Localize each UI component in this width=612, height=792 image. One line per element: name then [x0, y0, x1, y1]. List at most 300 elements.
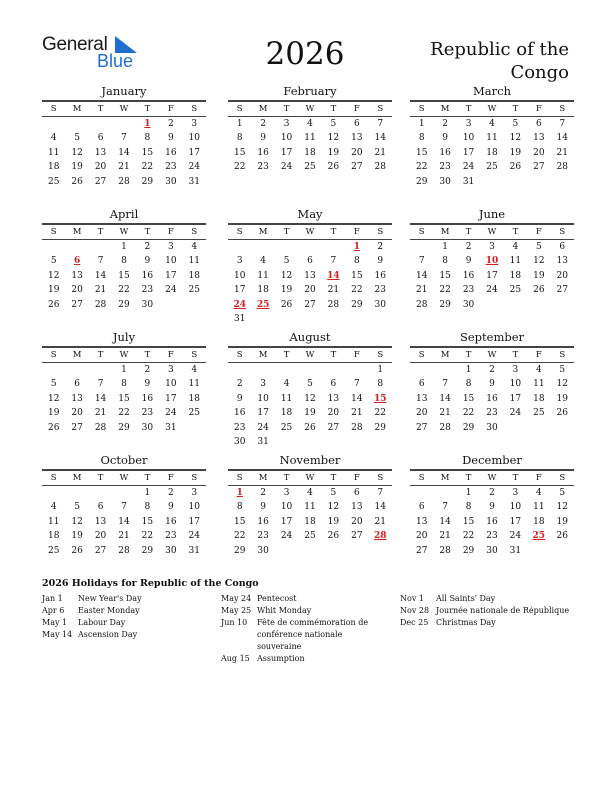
holidays-title: 2026 Holidays for Republic of the Congo: [42, 578, 259, 589]
day-cell: 16: [257, 147, 269, 158]
day-cell: 5: [535, 241, 542, 252]
day-cell: 30: [374, 299, 386, 310]
week-row: [42, 377, 206, 392]
day-cell: 24: [257, 422, 269, 433]
day-cell: 18: [47, 531, 60, 542]
day-cell: 24: [165, 285, 177, 296]
day-cell: 15: [351, 270, 363, 281]
day-cell: 1: [377, 364, 384, 375]
weekday-header-row: [228, 471, 392, 486]
day-cell: 2: [489, 364, 495, 375]
country-name: Republic of the Congo: [430, 39, 569, 83]
day-cell: 27: [327, 422, 340, 433]
week-row: [228, 406, 392, 421]
week-row: [228, 515, 392, 530]
weekday-header: M: [72, 349, 82, 360]
empty-day-cell: [112, 117, 135, 132]
day-cell: 1: [418, 118, 425, 129]
weekday-header: S: [191, 226, 198, 237]
day-cell: 20: [556, 270, 568, 281]
holiday-column: [42, 593, 212, 641]
weekday-header-row: [410, 348, 574, 363]
holiday-item: [221, 653, 371, 665]
week-row: [42, 254, 206, 269]
holiday-date: Nov 28: [400, 606, 430, 615]
day-cell: 28: [556, 162, 568, 173]
day-cell: 27: [94, 545, 107, 556]
week-row: [228, 298, 392, 313]
day-cell: 16: [257, 516, 269, 527]
week-row: [410, 146, 574, 161]
day-cell: 24: [165, 408, 177, 419]
day-cell: 5: [307, 379, 313, 390]
day-cell: 6: [74, 379, 80, 390]
day-cell: 3: [236, 256, 243, 267]
weekday-header-row: [42, 471, 206, 486]
weekday-header-row: [228, 102, 392, 117]
day-cell: 3: [465, 118, 472, 129]
weekday-header: S: [377, 103, 384, 114]
weekday-header: W: [119, 349, 129, 360]
weekday-header: S: [559, 226, 566, 237]
holiday-day-cell: 28: [373, 531, 387, 542]
empty-day-cell: [228, 363, 251, 378]
month-name: October: [100, 453, 148, 467]
day-cell: 4: [260, 256, 266, 267]
day-cell: 2: [465, 241, 472, 252]
empty-day-cell: [322, 312, 345, 327]
day-cell: 18: [533, 516, 545, 527]
holiday-item: [221, 593, 371, 605]
day-cell: 21: [415, 285, 428, 296]
day-cell: 18: [304, 516, 316, 527]
day-cell: 30: [165, 176, 177, 187]
week-row: [410, 117, 574, 132]
day-cell: 8: [144, 502, 151, 513]
empty-day-cell: [298, 544, 321, 559]
weekday-header: M: [258, 226, 268, 237]
week-row: [410, 269, 574, 284]
empty-day-cell: [298, 435, 321, 450]
day-cell: 13: [94, 147, 107, 158]
day-cell: 25: [47, 545, 60, 556]
day-cell: 11: [304, 133, 316, 144]
day-cell: 13: [351, 133, 363, 144]
day-cell: 11: [509, 256, 522, 267]
day-cell: 8: [144, 133, 151, 144]
day-cell: 29: [462, 545, 475, 556]
week-row: [42, 363, 206, 378]
day-cell: 26: [304, 422, 316, 433]
empty-day-cell: [89, 363, 112, 378]
weekday-header: W: [487, 103, 497, 114]
holiday-name: Assumption: [257, 654, 305, 663]
weekday-header: S: [50, 103, 57, 114]
weekday-header: M: [258, 349, 268, 360]
day-cell: 15: [118, 270, 130, 281]
weekday-header: M: [440, 226, 450, 237]
day-cell: 8: [353, 256, 360, 267]
day-cell: 9: [167, 133, 174, 144]
weekday-header: W: [119, 226, 129, 237]
weekday-header: S: [418, 349, 425, 360]
day-cell: 19: [280, 285, 293, 296]
day-cell: 31: [188, 176, 200, 187]
day-cell: 10: [188, 133, 200, 144]
day-cell: 23: [165, 162, 177, 173]
day-cell: 8: [121, 379, 127, 390]
empty-day-cell: [65, 240, 88, 255]
holiday-name: Ascension Day: [78, 630, 138, 639]
day-cell: 20: [71, 408, 83, 419]
day-cell: 8: [377, 379, 384, 390]
day-cell: 20: [351, 147, 363, 158]
weekday-header: M: [440, 472, 450, 483]
day-cell: 20: [71, 285, 83, 296]
day-cell: 8: [442, 256, 448, 267]
day-cell: 19: [556, 516, 568, 527]
day-cell: 6: [353, 118, 360, 129]
weekday-header-row: [42, 348, 206, 363]
day-cell: 20: [415, 531, 428, 542]
day-cell: 12: [556, 379, 568, 390]
weekday-header: S: [191, 349, 198, 360]
day-cell: 14: [94, 270, 107, 281]
day-cell: 13: [415, 393, 428, 404]
day-cell: 3: [283, 118, 290, 129]
empty-day-cell: [369, 544, 392, 559]
day-cell: 7: [442, 379, 448, 390]
day-cell: 19: [71, 162, 83, 173]
day-cell: 15: [118, 393, 130, 404]
day-cell: 30: [439, 176, 451, 187]
holiday-name: Labour Day: [78, 618, 126, 627]
day-cell: 9: [236, 393, 243, 404]
holiday-column: [221, 593, 371, 665]
day-cell: 23: [233, 422, 246, 433]
empty-day-cell: [504, 298, 527, 313]
holiday-day-cell: 24: [233, 299, 246, 310]
weekday-header: S: [236, 103, 243, 114]
empty-day-cell: [275, 312, 298, 327]
day-cell: 7: [353, 379, 360, 390]
day-cell: 3: [512, 487, 519, 498]
day-cell: 7: [121, 502, 127, 513]
day-cell: 21: [327, 285, 340, 296]
day-cell: 25: [509, 285, 522, 296]
day-cell: 23: [374, 285, 386, 296]
weekday-header: S: [236, 226, 243, 237]
empty-day-cell: [275, 363, 298, 378]
weekday-header: T: [283, 103, 290, 114]
day-cell: 3: [512, 364, 519, 375]
day-cell: 15: [141, 516, 154, 527]
day-cell: 25: [188, 285, 200, 296]
day-cell: 29: [462, 422, 475, 433]
day-cell: 4: [535, 487, 542, 498]
day-cell: 6: [418, 502, 425, 513]
weekday-header: M: [258, 472, 268, 483]
day-cell: 21: [351, 408, 363, 419]
day-cell: 12: [280, 270, 293, 281]
day-cell: 22: [141, 531, 154, 542]
day-cell: 2: [442, 118, 448, 129]
month-february: [228, 84, 392, 175]
week-row: [42, 392, 206, 407]
day-cell: 14: [415, 270, 428, 281]
empty-day-cell: [551, 421, 574, 436]
day-cell: 5: [283, 256, 290, 267]
week-row: [228, 146, 392, 161]
weekday-header: W: [487, 472, 497, 483]
day-cell: 9: [489, 502, 495, 513]
weekday-header: S: [50, 349, 57, 360]
day-cell: 14: [374, 133, 386, 144]
day-cell: 15: [233, 147, 246, 158]
week-row: [410, 283, 574, 298]
day-cell: 28: [94, 299, 107, 310]
day-cell: 15: [415, 147, 428, 158]
day-cell: 7: [97, 379, 104, 390]
day-cell: 13: [304, 270, 316, 281]
day-cell: 17: [257, 408, 269, 419]
holiday-item: [400, 593, 580, 605]
day-cell: 4: [535, 364, 542, 375]
weekday-header: T: [465, 103, 472, 114]
day-cell: 26: [327, 162, 340, 173]
day-cell: 25: [47, 176, 60, 187]
weekday-header: F: [535, 349, 542, 360]
week-row: [410, 363, 574, 378]
day-cell: 2: [377, 241, 384, 252]
day-cell: 22: [118, 408, 130, 419]
day-cell: 1: [121, 241, 127, 252]
month-name: July: [112, 330, 136, 344]
weekday-header: T: [97, 472, 104, 483]
weekday-header: S: [236, 349, 243, 360]
day-cell: 23: [257, 162, 269, 173]
day-cell: 5: [559, 487, 566, 498]
holiday-date: May 1: [42, 618, 68, 627]
day-cell: 20: [327, 408, 340, 419]
weekday-header: T: [465, 472, 472, 483]
day-cell: 15: [233, 516, 246, 527]
day-cell: 19: [71, 531, 83, 542]
holiday-date: Nov 1: [400, 594, 424, 603]
holiday-date: May 24: [221, 594, 252, 603]
day-cell: 31: [165, 422, 177, 433]
day-cell: 20: [533, 147, 545, 158]
empty-day-cell: [298, 240, 321, 255]
day-cell: 5: [50, 379, 57, 390]
week-row: [228, 500, 392, 515]
weekday-header: T: [97, 349, 104, 360]
day-cell: 25: [304, 531, 316, 542]
holiday-name: Pentecost: [257, 594, 297, 603]
day-cell: 5: [50, 256, 57, 267]
day-cell: 14: [118, 147, 130, 158]
day-cell: 10: [462, 133, 475, 144]
month-august: [228, 330, 392, 450]
day-cell: 11: [188, 379, 200, 390]
week-row: [410, 131, 574, 146]
day-cell: 11: [533, 502, 545, 513]
weekday-header: S: [50, 226, 57, 237]
day-cell: 7: [330, 256, 337, 267]
day-cell: 17: [280, 516, 293, 527]
week-row: [228, 160, 392, 175]
month-september: [410, 330, 574, 435]
week-row: [42, 486, 206, 501]
holiday-item: [42, 593, 212, 605]
day-cell: 6: [330, 379, 337, 390]
week-row: [42, 515, 206, 530]
month-july: [42, 330, 206, 435]
day-cell: 27: [71, 422, 83, 433]
weekday-header-row: [410, 225, 574, 240]
week-row: [410, 392, 574, 407]
week-row: [42, 146, 206, 161]
empty-day-cell: [527, 175, 550, 190]
day-cell: 3: [167, 364, 174, 375]
holiday-item: [221, 617, 371, 653]
day-cell: 29: [141, 545, 154, 556]
day-cell: 23: [486, 531, 498, 542]
month-name: April: [109, 207, 139, 221]
day-cell: 19: [47, 285, 60, 296]
day-cell: 30: [486, 422, 498, 433]
day-cell: 30: [141, 299, 154, 310]
day-cell: 4: [191, 364, 198, 375]
week-row: [410, 406, 574, 421]
day-cell: 23: [439, 162, 451, 173]
day-cell: 27: [71, 299, 83, 310]
month-name: November: [279, 453, 341, 467]
day-cell: 13: [351, 502, 363, 513]
week-row: [42, 269, 206, 284]
day-cell: 10: [257, 393, 269, 404]
weekday-header: S: [559, 103, 566, 114]
day-cell: 11: [257, 270, 269, 281]
day-cell: 14: [556, 133, 568, 144]
day-cell: 8: [465, 379, 472, 390]
day-cell: 18: [533, 393, 545, 404]
day-cell: 19: [533, 270, 545, 281]
day-cell: 26: [71, 176, 83, 187]
day-cell: 28: [94, 422, 107, 433]
day-cell: 19: [327, 147, 340, 158]
day-cell: 8: [418, 133, 425, 144]
empty-day-cell: [345, 363, 368, 378]
day-cell: 4: [50, 133, 57, 144]
week-row: [228, 435, 392, 450]
day-cell: 1: [442, 241, 448, 252]
week-row: [410, 175, 574, 190]
empty-day-cell: [369, 435, 392, 450]
weekday-header: W: [305, 349, 315, 360]
weekday-header: S: [377, 472, 384, 483]
day-cell: 7: [377, 118, 384, 129]
day-cell: 26: [47, 299, 60, 310]
empty-day-cell: [480, 298, 503, 313]
day-cell: 3: [191, 487, 198, 498]
day-cell: 3: [167, 241, 174, 252]
month-name: August: [289, 330, 331, 344]
month-name: December: [462, 453, 522, 467]
day-cell: 18: [188, 270, 200, 281]
week-row: [42, 298, 206, 313]
day-cell: 7: [97, 256, 104, 267]
logo: [42, 34, 142, 74]
day-cell: 7: [442, 502, 448, 513]
day-cell: 6: [418, 379, 425, 390]
day-cell: 28: [415, 299, 428, 310]
day-cell: 29: [141, 176, 154, 187]
week-row: [42, 160, 206, 175]
day-cell: 22: [462, 531, 475, 542]
week-row: [410, 544, 574, 559]
holiday-item: [400, 605, 580, 617]
day-cell: 22: [439, 285, 451, 296]
day-cell: 11: [47, 516, 60, 527]
week-row: [42, 406, 206, 421]
weekday-header-row: [228, 225, 392, 240]
week-row: [42, 283, 206, 298]
day-cell: 24: [280, 531, 293, 542]
weekday-header: W: [119, 103, 129, 114]
day-cell: 12: [71, 516, 83, 527]
weekday-header: S: [50, 472, 57, 483]
day-cell: 2: [236, 379, 243, 390]
holiday-day-cell: 1: [144, 118, 151, 129]
day-cell: 5: [559, 364, 566, 375]
week-row: [410, 254, 574, 269]
day-cell: 29: [118, 422, 130, 433]
day-cell: 15: [439, 270, 451, 281]
holiday-day-cell: 1: [236, 487, 243, 498]
day-cell: 11: [280, 393, 293, 404]
day-cell: 17: [233, 285, 246, 296]
day-cell: 18: [47, 162, 60, 173]
day-cell: 25: [280, 422, 293, 433]
day-cell: 17: [509, 393, 522, 404]
weekday-header-row: [410, 102, 574, 117]
week-row: [228, 131, 392, 146]
day-cell: 20: [94, 531, 107, 542]
weekday-header: T: [512, 349, 519, 360]
day-cell: 3: [191, 118, 198, 129]
day-cell: 6: [353, 487, 360, 498]
day-cell: 1: [121, 364, 127, 375]
day-cell: 4: [512, 241, 519, 252]
week-row: [228, 421, 392, 436]
weekday-header: F: [353, 226, 360, 237]
day-cell: 14: [94, 393, 107, 404]
month-may: [228, 207, 392, 327]
empty-day-cell: [551, 298, 574, 313]
day-cell: 14: [351, 393, 363, 404]
day-cell: 13: [71, 393, 83, 404]
day-cell: 16: [374, 270, 386, 281]
weekday-header: T: [283, 472, 290, 483]
empty-day-cell: [251, 312, 274, 327]
day-cell: 10: [509, 379, 522, 390]
day-cell: 5: [330, 487, 337, 498]
weekday-header: M: [72, 226, 82, 237]
empty-day-cell: [410, 240, 433, 255]
weekday-header: T: [512, 226, 519, 237]
day-cell: 28: [351, 422, 363, 433]
